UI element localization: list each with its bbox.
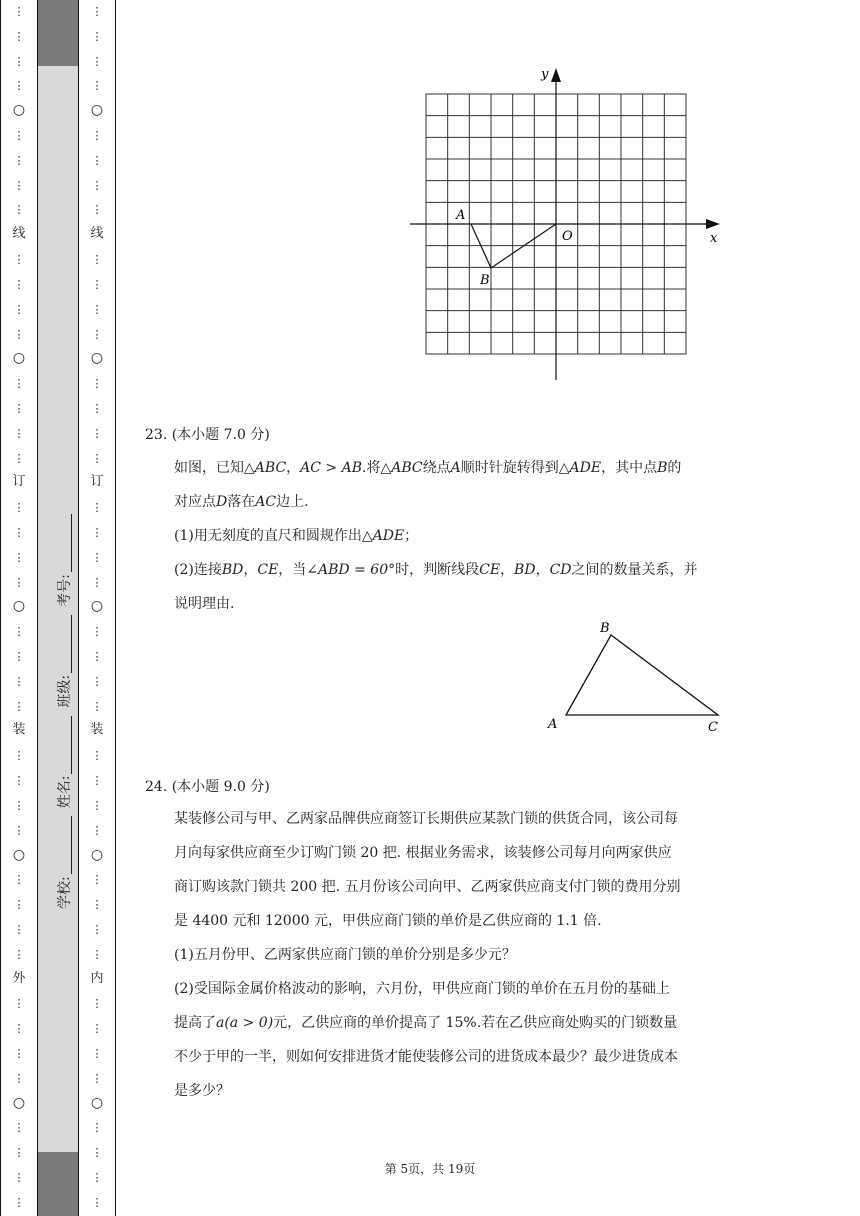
triangle-B-label: B (600, 621, 610, 636)
binding-dots: ⋮ (91, 575, 103, 589)
q24-line-8: 不少于甲的一半，则如何安排进货才能使装修公司的进货成本最少？最少进货成本 (174, 1049, 678, 1065)
q24-line-5: (1)五月份甲、乙两家供应商门锁的单价分别是多少元？ (174, 947, 516, 963)
triangle-A-label: A (548, 717, 558, 732)
binding-circle: ○ (90, 102, 104, 119)
binding-dots: ⋮ (13, 302, 25, 316)
binding-dots: ⋮ (13, 29, 25, 43)
binding-circle: ○ (90, 846, 104, 863)
binding-dots: ⋮ (13, 129, 25, 143)
binding-dots: ⋮ (13, 501, 25, 515)
binding-dots: ⋮ (13, 625, 25, 639)
binding-char: 外 (12, 970, 26, 986)
binding-dots: ⋮ (13, 774, 25, 788)
binding-dots: ⋮ (13, 873, 25, 887)
origin-label: O (562, 229, 573, 244)
page-footer: 第 5页，共 19页 (384, 1162, 476, 1176)
q24-heading: 24. (本小题 9.0 分) (145, 779, 270, 795)
binding-dots: ⋮ (91, 54, 103, 68)
binding-dots: ⋮ (91, 426, 103, 440)
binding-dots: ⋮ (13, 277, 25, 291)
q24-line-2: 月向每家供应商至少订购门锁 20 把. 根据业务需求，该装修公司每月向两家供应 (174, 845, 672, 861)
binding-circle: ○ (90, 1094, 104, 1111)
q23-heading: 23. (本小题 7.0 分) (145, 427, 270, 443)
binding-dots: ⋮ (91, 1121, 103, 1135)
info-id-label: 考号: (57, 574, 73, 607)
info-school-label: 学校: (57, 876, 73, 909)
binding-dots: ⋮ (13, 674, 25, 688)
binding-dots: ⋮ (91, 1071, 103, 1085)
binding-dots: ⋮ (13, 426, 25, 440)
binding-dots: ⋮ (13, 377, 25, 391)
binding-char: 线 (90, 226, 104, 242)
point-A-label: A (456, 208, 466, 223)
binding-dots: ⋮ (13, 650, 25, 664)
binding-dots: ⋮ (91, 377, 103, 391)
binding-dots: ⋮ (91, 1047, 103, 1060)
binding-dots: ⋮ (13, 253, 25, 267)
coordinate-grid-figure (265, 62, 735, 382)
binding-dots: ⋮ (13, 526, 25, 539)
binding-dots: ⋮ (13, 1195, 25, 1209)
binding-dots: ⋮ (91, 277, 103, 291)
binding-char: 装 (12, 722, 26, 738)
binding-char: 内 (90, 970, 104, 986)
binding-dots: ⋮ (13, 203, 25, 217)
binding-dots: ⋮ (13, 922, 25, 936)
binding-dots: ⋮ (91, 922, 103, 936)
info-name-line (57, 716, 72, 774)
binding-char: 订 (12, 474, 26, 490)
binding-dots: ⋮ (91, 898, 103, 912)
binding-strip-outer (0, 0, 38, 1216)
binding-char: 订 (90, 474, 104, 490)
student-info-fields (44, 0, 74, 1216)
binding-dots: ⋮ (91, 997, 103, 1011)
binding-circle: ○ (12, 102, 26, 119)
binding-dots: ⋮ (91, 798, 103, 812)
binding-dots: ⋮ (13, 401, 25, 415)
info-id-line (57, 514, 72, 572)
binding-dots: ⋮ (91, 501, 103, 515)
binding-dots: ⋮ (13, 947, 25, 961)
binding-dots: ⋮ (91, 1195, 103, 1209)
binding-dots: ⋮ (91, 1022, 103, 1036)
binding-dots: ⋮ (13, 327, 25, 341)
binding-dots: ⋮ (91, 947, 103, 961)
info-class-line (57, 615, 72, 673)
binding-dots: ⋮ (13, 997, 25, 1011)
binding-circle: ○ (12, 1094, 26, 1111)
info-school-line (57, 816, 72, 874)
q24-line-7: 提高了a(a > 0)元，乙供应商的单价提高了 15%.若在乙供应商处购买的门锁数量 (174, 1015, 678, 1031)
binding-dots: ⋮ (91, 749, 103, 763)
binding-dots: ⋮ (13, 798, 25, 812)
binding-dots: ⋮ (13, 1121, 25, 1135)
q23-line-4: (2)连接BD，CE，当∠ABD = 60°时，判断线段CE，BD，CD之间的数量关系，并 (174, 562, 698, 578)
binding-dots: ⋮ (91, 253, 103, 267)
binding-dots: ⋮ (91, 1171, 103, 1185)
binding-dots: ⋮ (91, 203, 103, 217)
binding-dots: ⋮ (91, 302, 103, 316)
binding-dots: ⋮ (13, 54, 25, 68)
binding-dots-outer (1, 0, 37, 1216)
q23-line-1: 如图，已知△ABC，AC > AB.将△ABC绕点A顺时针旋转得到△ADE，其中点B的 (174, 460, 682, 476)
binding-dots: ⋮ (13, 575, 25, 589)
binding-dots: ⋮ (13, 1071, 25, 1085)
info-name-label: 姓名: (57, 775, 73, 809)
binding-dots: ⋮ (13, 178, 25, 192)
binding-dots: ⋮ (91, 178, 103, 192)
q24-line-9: 是多少？ (174, 1083, 230, 1099)
x-axis-label: x (710, 231, 718, 246)
binding-dots: ⋮ (91, 699, 103, 713)
binding-dots: ⋮ (13, 1047, 25, 1060)
binding-dots: ⋮ (91, 823, 103, 837)
q23-line-5: 说明理由. (174, 596, 235, 612)
binding-dots-inner (79, 0, 115, 1216)
binding-dots: ⋮ (91, 873, 103, 887)
q24-body (174, 802, 722, 1108)
binding-dots: ⋮ (91, 526, 103, 539)
binding-dots: ⋮ (91, 129, 103, 143)
binding-dots: ⋮ (13, 79, 25, 93)
binding-dots: ⋮ (91, 29, 103, 43)
y-axis-label: y (541, 67, 549, 82)
binding-dots: ⋮ (91, 153, 103, 167)
binding-dots: ⋮ (91, 674, 103, 688)
binding-dots: ⋮ (91, 1146, 103, 1160)
binding-dots: ⋮ (13, 1171, 25, 1185)
binding-dots: ⋮ (13, 898, 25, 912)
binding-dots: ⋮ (13, 153, 25, 167)
y-axis-arrow (551, 68, 561, 82)
binding-dots: ⋮ (13, 550, 25, 564)
binding-dots: ⋮ (91, 79, 103, 93)
point-B-label: B (480, 273, 490, 288)
q24-line-6: (2)受国际金属价格波动的影响，六月份，甲供应商门锁的单价在五月份的基础上 (174, 981, 670, 997)
binding-char: 装 (90, 722, 104, 738)
x-axis-arrow (706, 219, 720, 229)
binding-dots: ⋮ (13, 5, 25, 18)
binding-dots: ⋮ (91, 5, 103, 18)
binding-dots: ⋮ (91, 451, 103, 465)
binding-dots: ⋮ (91, 401, 103, 415)
binding-dots: ⋮ (91, 327, 103, 341)
binding-dots: ⋮ (91, 650, 103, 664)
triangle-C-label: C (708, 720, 718, 735)
binding-circle: ○ (90, 350, 104, 367)
info-class-label: 班级: (57, 674, 73, 708)
q24-line-1: 某装修公司与甲、乙两家品牌供应商签订长期供应某款门锁的供货合同，该公司每 (174, 811, 678, 827)
triangle-abc-figure (540, 616, 730, 738)
binding-strip-inner (78, 0, 116, 1216)
binding-dots: ⋮ (91, 774, 103, 788)
binding-circle: ○ (12, 598, 26, 615)
binding-dots: ⋮ (13, 1022, 25, 1036)
triangle-abc (566, 635, 718, 715)
q24-line-4: 是 4400 元和 12000 元，甲供应商门锁的单价是乙供应商的 1.1 倍. (174, 913, 602, 929)
q23-body (174, 451, 722, 621)
binding-circle: ○ (90, 598, 104, 615)
binding-circle: ○ (12, 846, 26, 863)
binding-circle: ○ (12, 350, 26, 367)
binding-dots: ⋮ (13, 699, 25, 713)
binding-dots: ⋮ (13, 749, 25, 763)
q24-line-3: 商订购该款门锁共 200 把. 五月份该公司向甲、乙两家供应商支付门锁的费用分别 (174, 879, 681, 895)
binding-dots: ⋮ (13, 451, 25, 465)
binding-dots: ⋮ (13, 823, 25, 837)
binding-dots: ⋮ (91, 625, 103, 639)
binding-char: 线 (12, 226, 26, 242)
binding-dots: ⋮ (13, 1146, 25, 1160)
binding-dots: ⋮ (91, 550, 103, 564)
q23-line-3: (1)用无刻度的直尺和圆规作出△ADE； (174, 528, 419, 544)
q23-line-2: 对应点D落在AC边上. (174, 494, 309, 510)
